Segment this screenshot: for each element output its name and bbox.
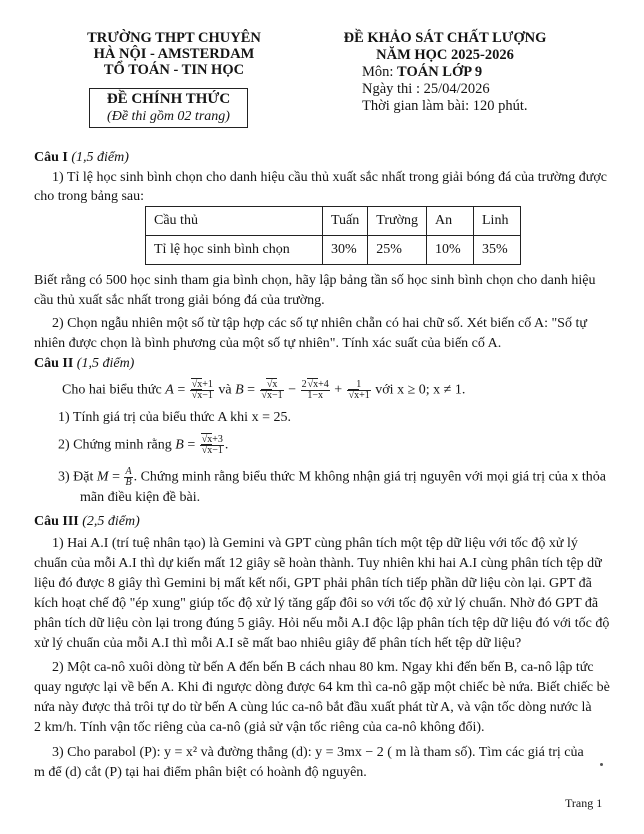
q3-p1-line: kích hoạt chế độ "ép xung" giúp tốc độ xử lý tăng gấp đôi so với tốc độ xử lý chuẩn. Nhờ đó GPT đã [34, 596, 599, 611]
q2-item3a: 3) Đặt [58, 469, 94, 485]
q2-title: Câu II [34, 356, 74, 371]
q1-title: Câu I [34, 150, 68, 165]
q2-intro-line: Cho hai biểu thức A = $\frac{√x+1}{√x-1}$ và B = $\frac{√x}{√x-1}$ − $\frac{2√x+4}{1-x}$ + $\frac{1}{√x+1}$ với x ≥ 0; x ≠ 1. [62, 379, 466, 401]
q3-p1-line: 1) Hai A.I (trí tuệ nhân tạo) là Gemini và GPT cùng phân tích một tệp dữ liệu với tốc độ xử lý [52, 536, 578, 551]
q2-item3c: mãn điều kiện đề bài. [80, 490, 201, 505]
page-number: Trang 1 [565, 796, 603, 810]
q3-p1-line: phân tích dữ liệu còn lại trong đúng 5 giây. Hỏi nếu mỗi A.I độc lập phân tích tệp dữ liệu đó với tốc độ [34, 616, 610, 631]
vote-cell: 35% [474, 236, 521, 265]
q2-condition: với x ≥ 0; x ≠ 1. [375, 382, 466, 398]
q3-p3-line: 3) Cho parabol (P): y = x² và đường thẳng (d): y = 3mx − 2 ( m là tham số). Tìm các giá trị của [52, 745, 584, 760]
vote-row-label: Tỉ lệ học sinh bình chọn [146, 236, 323, 265]
q1-p1-after2: cầu thủ xuất sắc nhất trong giải bóng đá của trường. [34, 293, 325, 308]
q3-p1-line: xử lý chuẩn của mỗi A.I thì mỗi A.I sẽ mất bao nhiêu giây để phân tích hết tệp dữ liệu? [34, 636, 522, 651]
q2-heading [34, 356, 134, 372]
vote-table-header: An [427, 207, 474, 236]
vote-table-header: Cầu thủ [146, 207, 323, 236]
subject-name: TOÁN LỚP 9 [397, 64, 483, 80]
q2-item2-line: 2) Chứng minh rằng B = $\frac{√x+3}{√x-1}$ . [58, 434, 229, 456]
department-name: TỔ TOÁN - TIN HỌC [103, 62, 245, 78]
q1-points: (1,5 điểm) [71, 150, 129, 165]
q3-p1-line: chuẩn của mỗi A.I thì dự kiến mất 12 giây sẽ hoàn thành. Tuy nhiên khi hai A.I cùng phân tích tệp dữ [34, 556, 602, 571]
school-name-line1: TRƯỜNG THPT CHUYÊN [87, 30, 261, 46]
vote-table-header: Trường [368, 207, 427, 236]
q3-heading [34, 514, 140, 530]
vote-table-header-row [146, 207, 521, 236]
exam-title: ĐỀ KHẢO SÁT CHẤT LƯỢNG [343, 30, 547, 46]
school-name-line2: HÀ NỘI - AMSTERDAM [93, 46, 255, 62]
q3-p2-line: 2 km/h. Tính vận tốc riêng của ca-nô (giả sử vận tốc riêng của ca-nô không đổi). [34, 720, 485, 735]
q1-heading [34, 150, 129, 166]
q3-points: (2,5 điểm) [82, 514, 140, 529]
q1-p2-line2: nhiên được chọn là bình phương của một số tự nhiên". Tính xác suất của biến cố A. [34, 336, 502, 351]
q2-item1: 1) Tính giá trị của biểu thức A khi x = 25. [58, 410, 291, 425]
q3-p3-line: m để (d) cắt (P) tại hai điểm phân biệt có hoành độ nguyên. [34, 765, 367, 780]
exam-header [330, 30, 630, 115]
vote-table-header: Linh [474, 207, 521, 236]
official-exam-box [89, 88, 248, 128]
subject-line [330, 64, 630, 81]
vote-cell: 10% [427, 236, 474, 265]
school-header [64, 30, 284, 78]
q2-item3-line: 3) Đặt M = $\frac{A}{B}$ . Chứng minh rằng biểu thức M không nhận giá trị nguyên với mọi giá trị của x thỏa [58, 466, 607, 488]
q2-points: (1,5 điểm) [76, 356, 135, 371]
vote-table-row [146, 236, 521, 265]
q3-p2-line: nứa này được thả trôi tự do từ bến A cùng lúc ca-nô bắt đầu xuất phát từ A, và vận tốc dòng nước là [34, 700, 592, 715]
pages-note: (Đề thi gồm 02 trang) [107, 109, 230, 124]
q1-p2-line1: 2) Chọn ngẫu nhiên một số từ tập hợp các số tự nhiên chẵn có hai chữ số. Xét biến cố A: "Số tự [52, 316, 587, 331]
q3-title: Câu III [34, 514, 79, 529]
subject-label: Môn: [362, 64, 398, 80]
school-year: NĂM HỌC 2025-2026 [376, 47, 514, 63]
scan-dot [600, 763, 603, 766]
official-label: ĐỀ CHÍNH THỨC [106, 91, 231, 107]
q1-p1-line2: cho trong bảng sau: [34, 189, 145, 204]
exam-date: Ngày thi : 25/04/2026 [362, 81, 490, 97]
q2-item2: 2) Chứng minh rằng [58, 437, 172, 453]
q2-intro: Cho hai biểu thức [62, 382, 162, 398]
q3-p1-line: liệu đó được 8 giây thì Gemini bị mất kết nối, GPT phải phân tích tiếp phần dữ liệu còn lại. GPT đã [34, 576, 592, 591]
vote-cell: 30% [323, 236, 368, 265]
exam-duration: Thời gian làm bài: 120 phút. [362, 98, 528, 114]
q2-item3b: . Chứng minh rằng biểu thức M không nhận giá trị nguyên với mọi giá trị của x thỏa [133, 469, 607, 485]
vote-cell: 25% [368, 236, 427, 265]
q1-p1-after1: Biết rằng có 500 học sinh tham gia bình chọn, hãy lập bảng tần số học sinh bình chọn cho danh hiệu [34, 273, 596, 288]
q3-p2-line: 2) Một ca-nô xuôi dòng từ bến A đến bến B cách nhau 80 km. Ngay khi đến bến B, ca-nô lập tức [52, 660, 594, 675]
vote-table-header: Tuấn [323, 207, 368, 236]
vote-table [145, 206, 521, 265]
q3-p2-line: quay ngược lại về bến A. Khi đi ngược dòng được 64 km thì ca-nô gặp một chiếc bè nứa. Biết chiếc bè [34, 680, 610, 695]
q1-p1-line1: 1) Tỉ lệ học sinh bình chọn cho danh hiệu cầu thủ xuất sắc nhất trong giải bóng đá của trường được [52, 170, 607, 185]
